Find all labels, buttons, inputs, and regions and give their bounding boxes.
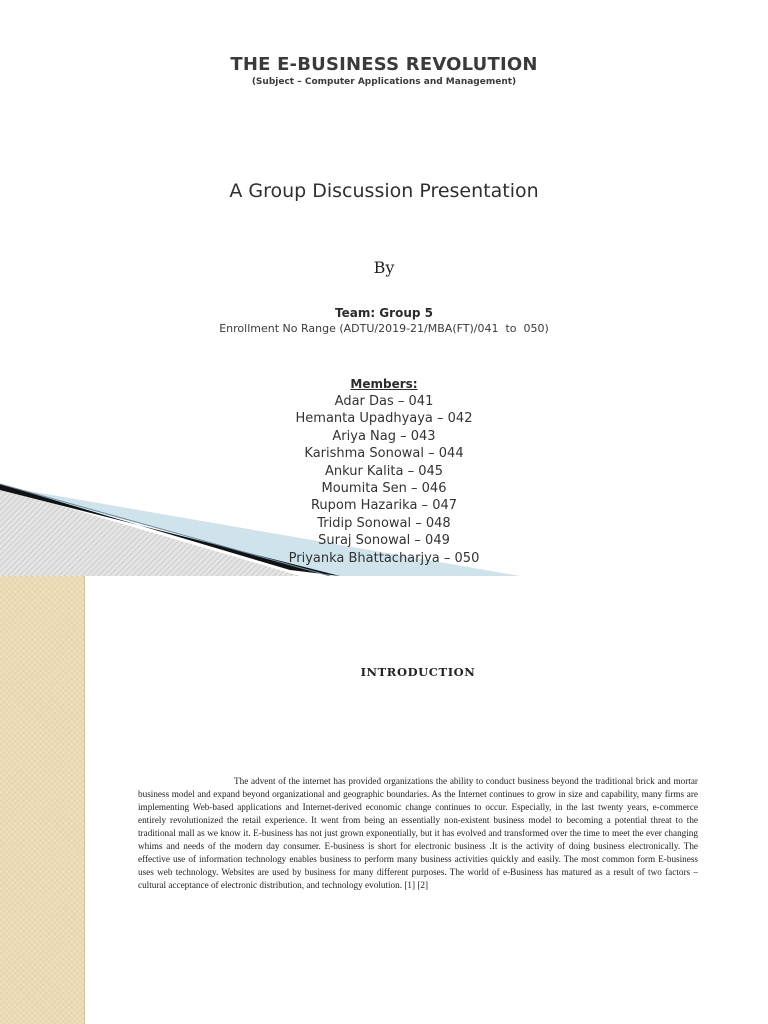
presentation-title: THE E-BUSINESS REVOLUTION — [230, 54, 538, 75]
member-item: Priyanka Bhattacharjya – 050 — [288, 550, 480, 566]
member-item: Suraj Sonowal – 049 — [318, 533, 450, 549]
member-item: Ariya Nag – 043 — [332, 428, 436, 444]
enrollment-range: Enrollment No Range (ADTU/2019-21/MBA(FT)/041 to 050) — [219, 322, 549, 335]
presentation-subtitle: (Subject – Computer Applications and Management) — [251, 77, 517, 87]
member-item: Ankur Kalita – 045 — [324, 463, 444, 479]
introduction-title: INTRODUCTION — [360, 665, 476, 679]
member-item: Karishma Sonowal – 044 — [304, 446, 464, 462]
presentation-heading: A Group Discussion Presentation — [229, 180, 539, 202]
member-item: Hemanta Upadhyaya – 042 — [295, 411, 473, 427]
member-item: Moumita Sen – 046 — [321, 481, 447, 497]
introduction-slide — [0, 576, 768, 1024]
member-item: Rupom Hazarika – 047 — [310, 498, 458, 514]
members-list — [0, 393, 768, 567]
introduction-body: The advent of the internet has provided organizations the ability to conduct business beyond the traditional brick and mortar business model and expand beyond organizational and geographic boundaries. As the Internet continues to grow in size and capability, many firms are implementing Web-based applications and Internet-derived economic change continues to occur. Especially, in the last twenty years, e-commerce entirely revolutionized the retail experience. It went from being an essentially non-existent business model to becoming a potential threat to the traditional mall as we know it. E-business has not just grown exponentially, but it has evolved and transformed over the time to meet the ever changing whims and needs of the modern day consumer. E-business is short for electronic business .It is the activity of doing business electronically. The effective use of information technology enables business to perform many business activities quickly and easily. The most common form E-business uses web technology. Websites are used by business for many different purposes. The world of e-Business has matured as a result of two factors – cultural acceptance of electronic distribution, and technology evolution. [1] [2] — [138, 776, 698, 890]
textured-sidebar — [0, 576, 84, 1024]
member-item: Tridip Sonowal – 048 — [317, 515, 451, 531]
member-item: Adar Das – 041 — [334, 394, 434, 409]
team-name: Team: Group 5 — [335, 306, 433, 320]
sidebar-divider — [84, 576, 85, 1024]
members-label: Members: — [350, 377, 418, 391]
by-label: By — [373, 258, 395, 277]
